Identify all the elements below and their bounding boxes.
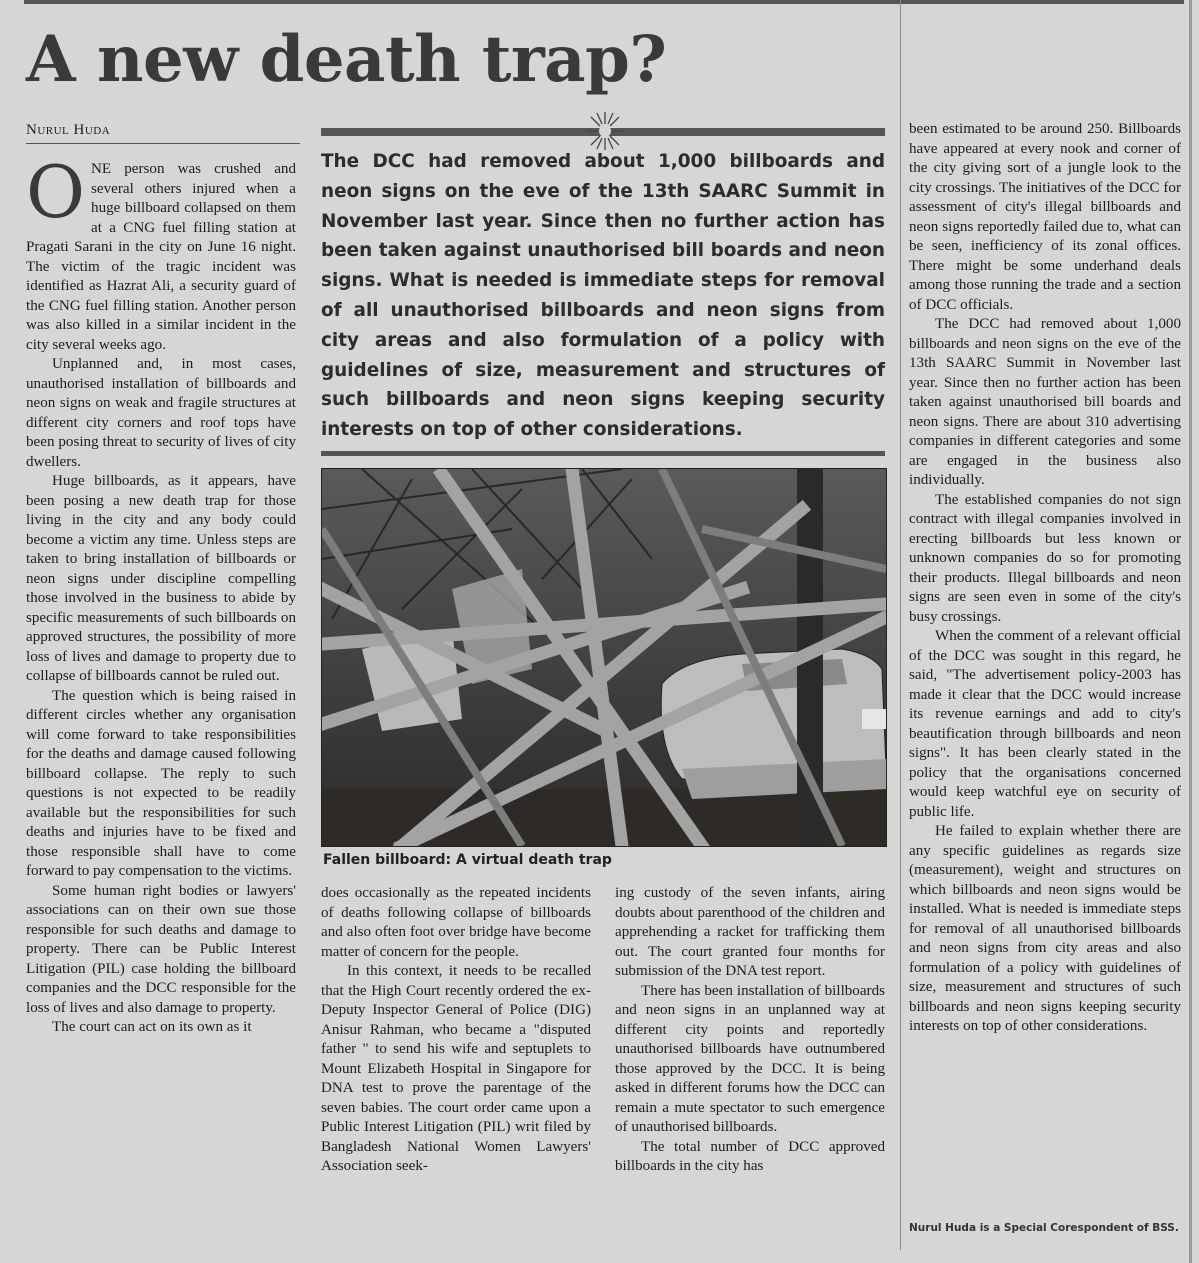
paragraph: Some human right bodies or lawyers' associations can on their own sue those responsible for such deaths and damage to property. There can be Public Interest Litigation (PIL) case holding the billboard companies and the DCC responsible for the loss of lives and also damage to property.	[26, 882, 296, 1016]
paragraph: The question which is being raised in different circles whether any organisation will come forward to take responsibilities for the deaths and damage caused following billboard collapse. The reply to such questions is not expected to be readily available but the responsibilities for such deaths and injuries have to be fixed and those responsible shall have to come forward to pay compensation to the victims.	[26, 687, 296, 879]
paragraph: He failed to explain whether there are any specific guidelines as regards size (measurement), weight and structures on which billboards and neon signs would be installed. What is needed is immediate steps for removal of all unauthorised billboards and neon signs from city areas and also formulation of a policy with guidelines of size, measurement and structures of such billboards and neon signs keeping security interests on top of other considerations.	[909, 823, 1181, 1034]
paragraph: been estimated to be around 250. Billboards have appeared at every nook and corner of the city giving sort of a jungle look to the city crossings. The initiatives of the DCC for assessment of city's illegal billboards and neon signs reportedly failed due to, what can be seen, inefficiency of its zonal offices. There might be some underhand deals among those running the trade and a section of DCC officials.	[909, 121, 1181, 313]
paragraph: There has been installation of billboards and neon signs in an unplanned way at different city points and reportedly unauthorised billboards have outnumbered those approved by the DCC. It is being asked in different forums how the DCC can remain a mute spectator to such emergence of unauthorised billboards.	[615, 982, 885, 1135]
fallen-billboard-photo	[321, 468, 887, 847]
paragraph: The established companies do not sign contract with illegal companies involved in erecting billboards but less known or unknown companies do so for promoting their products. Illegal billboards and neon signs are seen even in some of the city's busy crossings.	[909, 491, 1181, 625]
pull-quote-bottom-rule	[321, 451, 885, 456]
page-edge-shadow	[1189, 0, 1192, 1263]
paragraph: The total number of DCC approved billboards in the city has	[615, 1138, 885, 1174]
paragraph: When the comment of a relevant official of the DCC was sought in this regard, he said, "The advertisement policy-2003 has made it clear that the DCC would increase its revenue earnings and add to city's beautification through billboards and neon signs". It has been clearly stated in the policy that the organisations concerned would keep watchful eye on security of public life.	[909, 628, 1181, 820]
drop-cap: O	[26, 150, 86, 234]
paragraph: ing custody of the seven infants, airing doubts about parenthood of the children and apprehending a racket for trafficking them out. The court granted four months for submission of the DNA test report.	[615, 885, 885, 979]
paragraph: In this context, it needs to be recalled that the High Court recently ordered the ex-Deputy Inspector General of Police (DIG) Anisur Rahman, who became a "disputed father " to send his wife and septuplets to Mount Elizabeth Hospital in Singapore for DNA test to prove the parentage of the seven babies. The court order came upon a Public Interest Litigation (PIL) writ filed by Bangladesh National Women Lawyers' Association seek-	[321, 963, 591, 1174]
column-2	[321, 884, 591, 1177]
column-4	[909, 120, 1181, 1037]
column-1	[26, 150, 296, 1038]
paragraph: ONE person was crushed and several others injured when a huge billboard collapsed on them at a CNG fuel filling station at Pragati Sarani in the city on June 16 night. The victim of the tragic incident was identified as Hazrat Ali, a security guard of the CNG fuel filling station. Another person was also killed in a similar incident in the city several weeks ago.	[26, 150, 296, 353]
column-3	[615, 884, 885, 1177]
photo-caption: Fallen billboard: A virtual death trap	[323, 852, 612, 868]
column-rule	[900, 0, 901, 1250]
paragraph: does occasionally as the repeated incidents of deaths following collapse of billboards and also often foot over bridge have become matter of concern for the people.	[321, 885, 591, 960]
starburst-ornament	[586, 112, 624, 150]
top-rule	[24, 0, 1184, 4]
headline: A new death trap?	[26, 22, 667, 97]
paragraph: Huge billboards, as it appears, have been posing a new death trap for those living in the city and any body could become a victim any time. Unless steps are taken to bring installation of billboards or neon signs under discipline compelling those involved in the business to abide by specific measurements of such billboards on approved structures, the possibility of more loss of lives and damage to property due to collapse of billboards cannot be ruled out.	[26, 473, 296, 684]
pull-quote: The DCC had removed about 1,000 billboards and neon signs on the eve of the 13th SAARC Summit in November last year. Since then no further action has been taken against unauthorised bill boards and neon signs. What is needed is immediate steps for removal of all unauthorised billboards and neon signs from city areas and also formulation of a policy with guidelines of size, measurement and structures of such billboards and neon signs keeping security interests on top of other considerations.	[321, 151, 885, 441]
byline: Nurul Huda	[26, 122, 300, 144]
paragraph: The DCC had removed about 1,000 billboards and neon signs on the eve of the 13th SAARC Summit in November last year. Since then no further action has been taken against unauthorised bill boards and neon signs. There are about 310 advertising companies in different categories and some are engaged in the business also individually.	[909, 316, 1181, 488]
paragraph: The court can act on its own as it	[52, 1019, 252, 1035]
author-credit: Nurul Huda is a Special Corespondent of BSS.	[909, 1222, 1179, 1234]
paragraph: Unplanned and, in most cases, unauthorised installation of billboards and neon signs on weak and fragile structures at different city corners and roof tops have been posing threat to security of lives of city dwellers.	[26, 356, 296, 470]
photo-illustration	[322, 469, 886, 846]
